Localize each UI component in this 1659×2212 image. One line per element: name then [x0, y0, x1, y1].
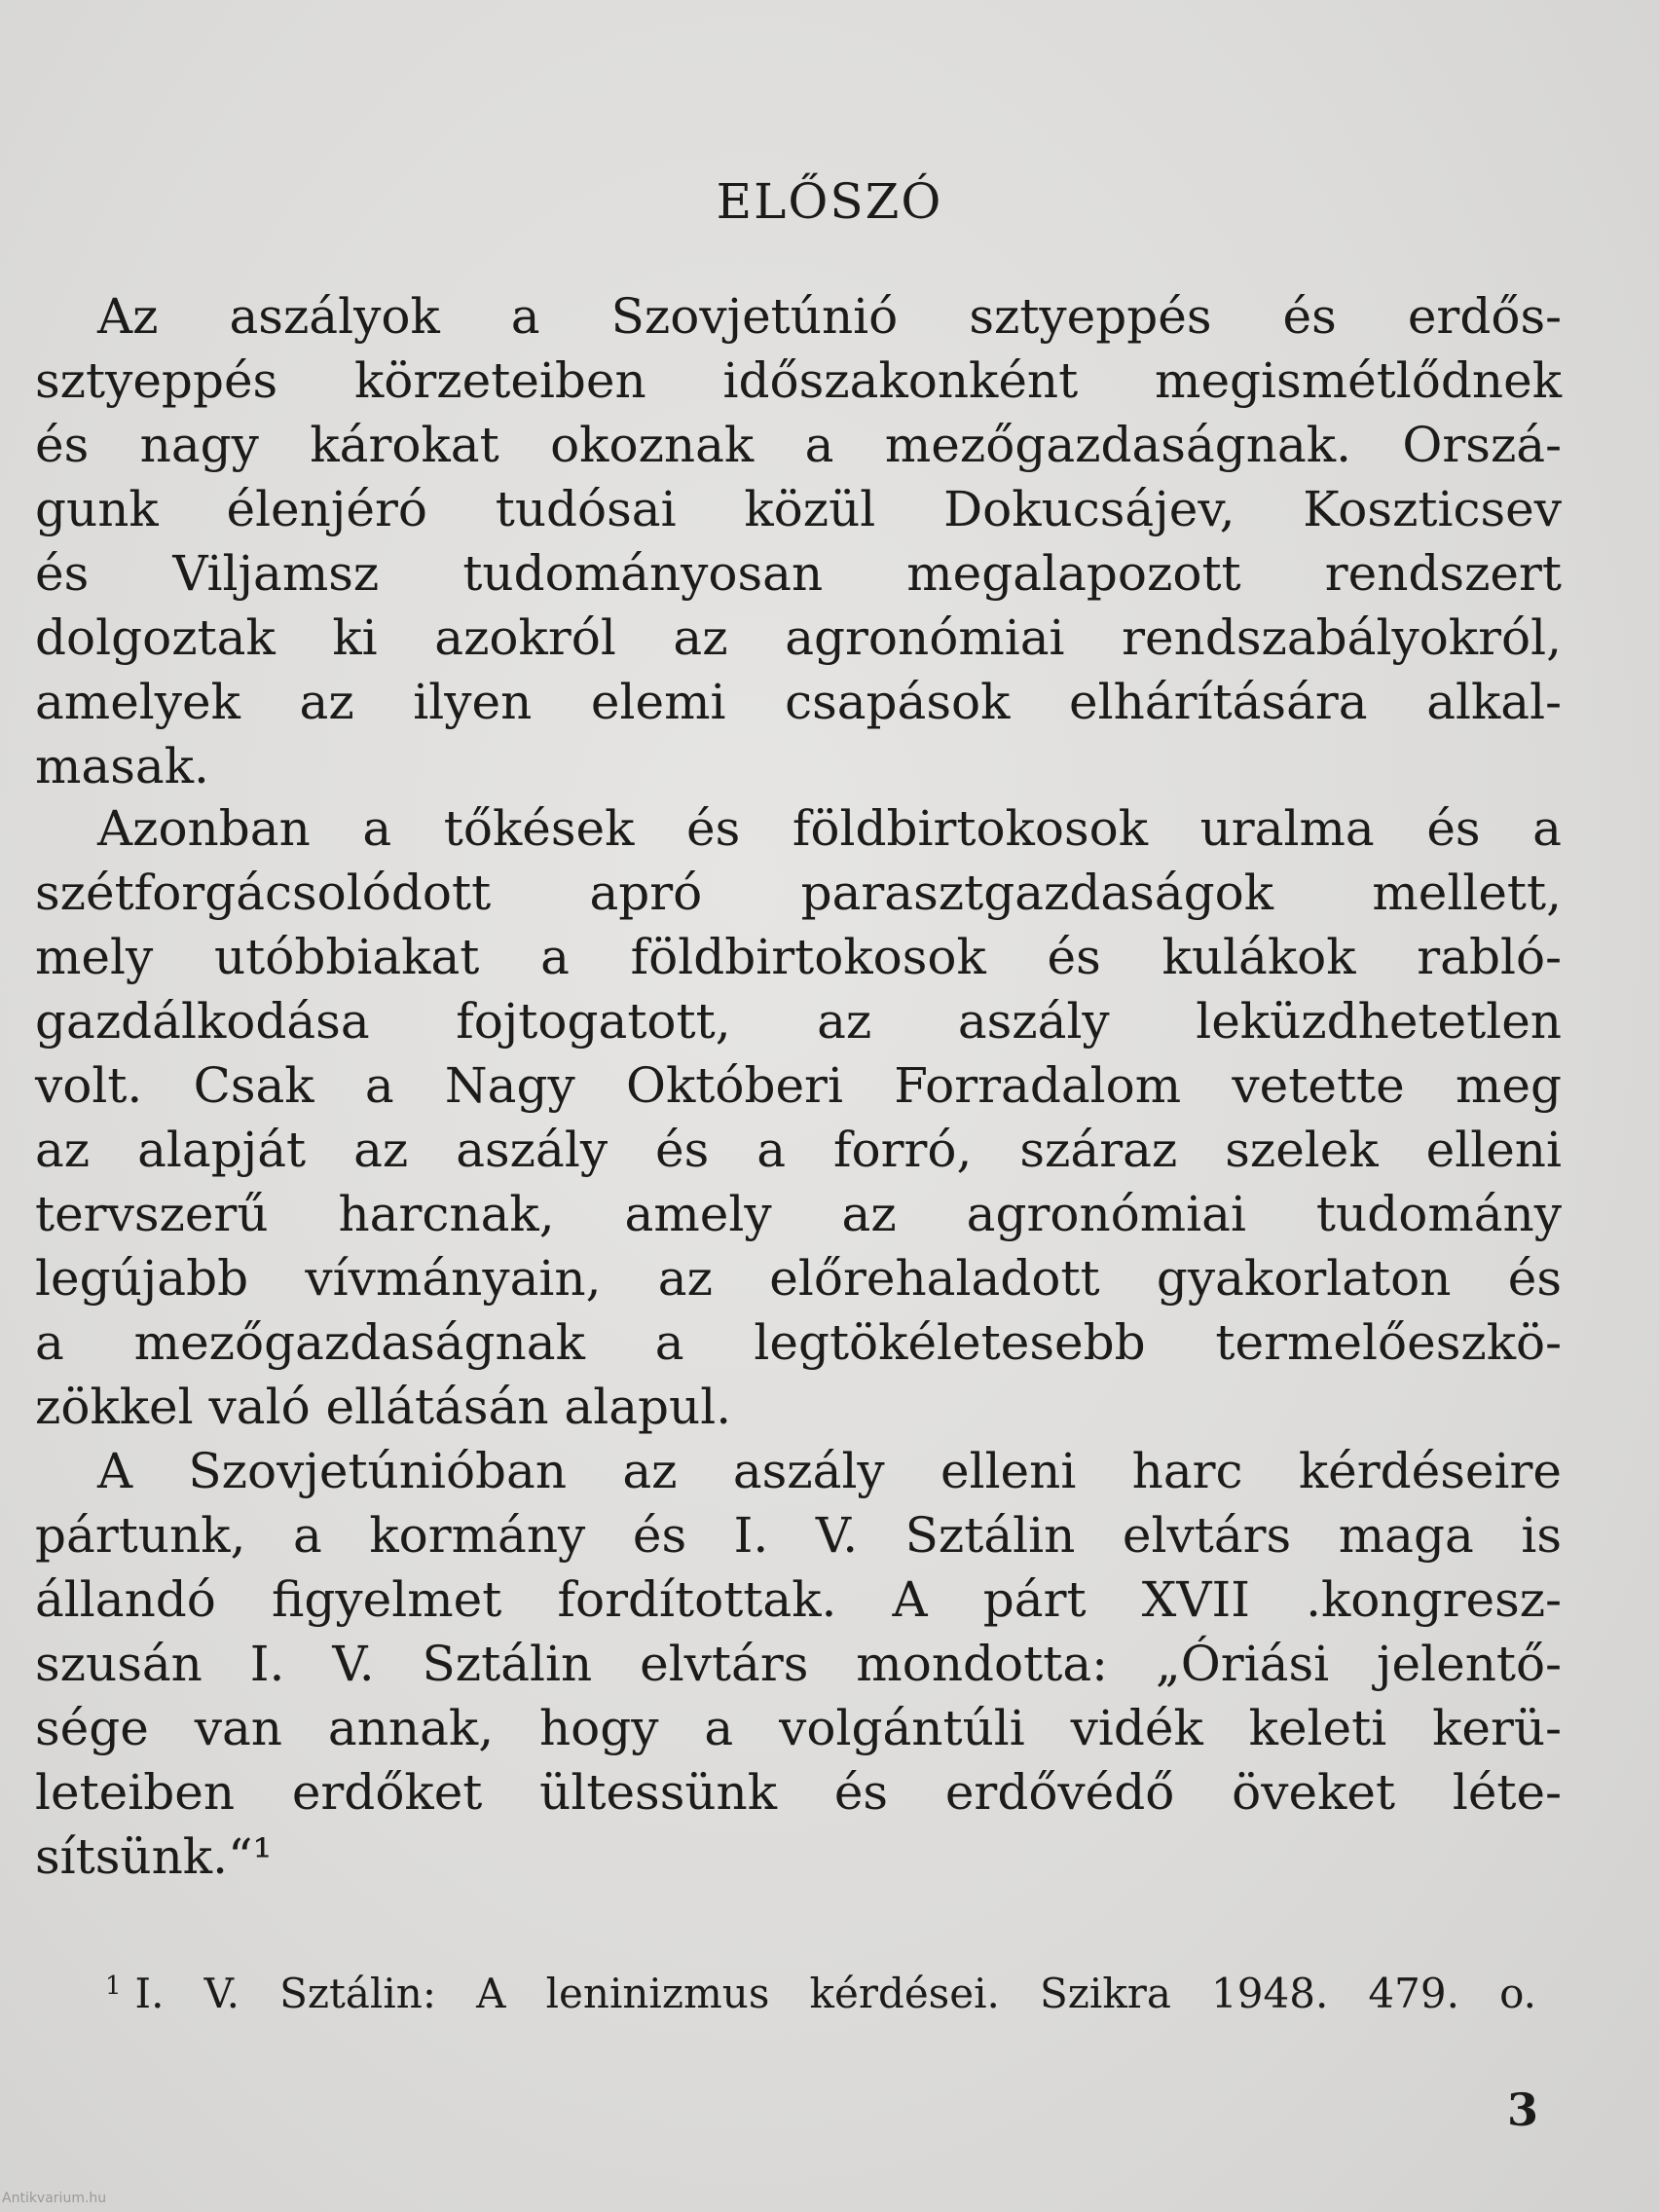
text-line: Az aszályok a Szovjetúnió sztyeppés és erdős- [97, 288, 1562, 345]
text-line: pártunk, a kormány és I. V. Sztálin elvtárs maga is [35, 1507, 1562, 1564]
watermark: Antikvarium.hu [2, 2191, 107, 2206]
text-line: az alapját az aszály és a forró, száraz szelek elleni [35, 1122, 1562, 1178]
footnote-text: I. V. Sztálin: A leninizmus kérdései. Szikra 1948. 479. o. [134, 1970, 1536, 2017]
text-line: volt. Csak a Nagy Októberi Forradalom vetette meg [35, 1057, 1562, 1114]
text-line: amelyek az ilyen elemi csapások elhárítására alkal- [35, 674, 1562, 730]
text-line: legújabb vívmányain, az előrehaladott gyakorlaton és [35, 1250, 1562, 1307]
text-line: szétforgácsolódott apró parasztgazdaságok mellett, [35, 865, 1562, 921]
footnote [105, 1957, 1536, 2023]
text-line: sítsünk.“¹ [35, 1828, 273, 1885]
text-line: szusán I. V. Sztálin elvtárs mondotta: „Óriási jelentő- [35, 1636, 1562, 1692]
text-line: gazdálkodása fojtogatott, az aszály leküzdhetetlen [35, 993, 1562, 1050]
text-line: állandó figyelmet fordítottak. A párt XVII .kongresz- [35, 1571, 1562, 1628]
text-line: sztyeppés körzeteiben időszakonként megismétlődnek [35, 352, 1562, 409]
text-line: sége van annak, hogy a volgántúli vidék keleti kerü- [35, 1700, 1562, 1756]
text-line: és nagy károkat okoznak a mezőgazdaságnak. Orszá- [35, 417, 1562, 473]
text-line: és Viljamsz tudományosan megalapozott rendszert [35, 545, 1562, 602]
text-line: zökkel való ellátásán alapul. [35, 1379, 732, 1435]
page-title: ELŐSZÓ [716, 173, 943, 230]
text-line: a mezőgazdaságnak a legtökéletesebb termelőeszkö- [35, 1314, 1562, 1371]
text-line: tervszerű harcnak, amely az agronómiai tudomány [35, 1186, 1562, 1242]
text-line: dolgoztak ki azokról az agronómiai rendszabályokról, [35, 609, 1562, 666]
page-number: 3 [1507, 2083, 1539, 2136]
text-line: leteiben erdőket ültessünk és erdővédő öveket léte- [35, 1764, 1562, 1821]
text-line: masak. [35, 738, 209, 794]
text-line: mely utóbbiakat a földbirtokosok és kulákok rabló- [35, 929, 1562, 985]
text-line: A Szovjetúnióban az aszály elleni harc kérdéseire [97, 1443, 1562, 1499]
footnote-marker: 1 [105, 1972, 122, 2001]
text-line: gunk élenjéró tudósai közül Dokucsájev, Koszticsev [35, 481, 1562, 537]
text-line: Azonban a tőkések és földbirtokosok uralma és a [97, 800, 1562, 857]
